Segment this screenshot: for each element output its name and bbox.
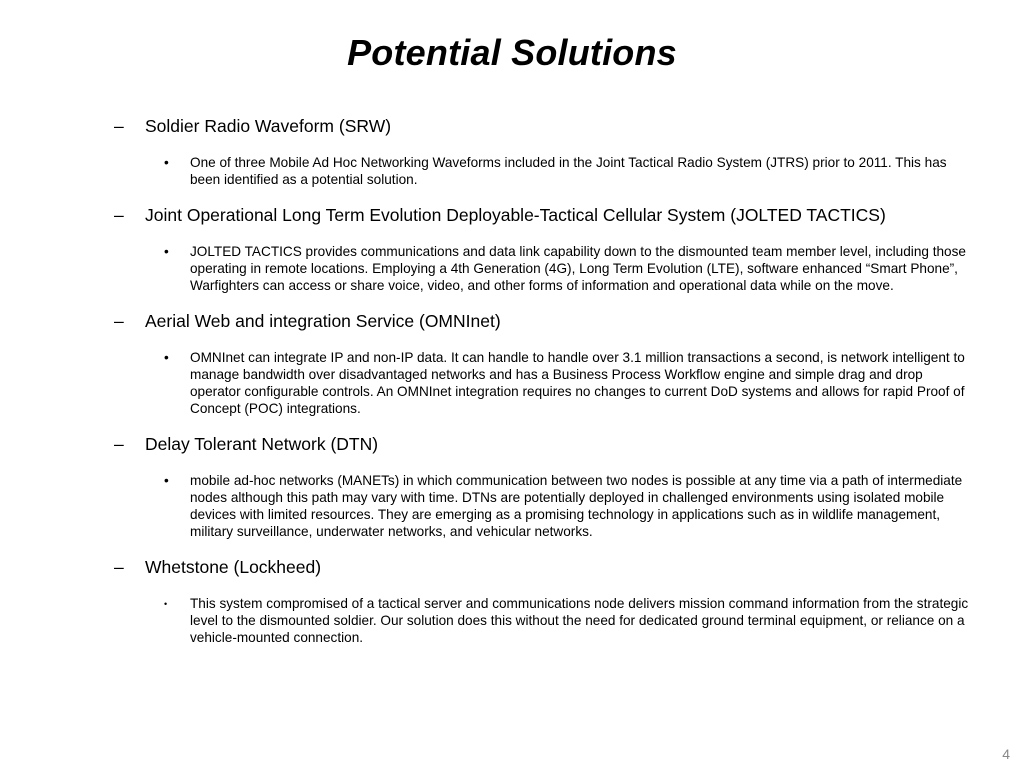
solution-bullet-text: One of three Mobile Ad Hoc Networking Waveforms included in the Joint Tactical Radio System (JTRS) prior to 2011. This has been identified as a potential solution. <box>190 155 947 187</box>
solution-item-jolted-tactics <box>0 205 1024 294</box>
dash-marker: – <box>114 205 124 225</box>
solution-item-srw <box>0 116 1024 188</box>
solution-bullet-text: OMNInet can integrate IP and non-IP data. It can handle to handle over 3.1 million transactions a second, is network intelligent to manage bandwidth over disadvantaged networks and has a Business Process Workflow engine and simple drag and drop operator configurable controls. An OMNInet integration requires no changes to current DoD systems and allows for rapid Proof of Concept (POC) integrations. <box>190 350 965 416</box>
solution-bullet-text: JOLTED TACTICS provides communications and data link capability down to the dismounted team member level, including those operating in remote locations. Employing a 4th Generation (4G), Long Term Evolution (LTE), software enhanced “Smart Phone”, Warfighters can access or share voice, video, and other forms of information and operational data while on the move. <box>190 244 966 293</box>
solution-bullet <box>164 349 970 417</box>
solution-heading <box>114 557 925 578</box>
solution-heading-text: Delay Tolerant Network (DTN) <box>145 434 379 454</box>
solution-bullet <box>164 154 970 188</box>
solution-bullet <box>164 595 970 646</box>
dash-marker: – <box>114 311 124 331</box>
solution-item-whetstone <box>0 557 1024 646</box>
dash-marker: – <box>114 434 124 454</box>
solution-bullet <box>164 243 970 294</box>
bullet-marker: • <box>164 155 169 170</box>
solution-bullet <box>164 472 970 540</box>
solution-heading-text: Whetstone (Lockheed) <box>145 557 322 577</box>
bullet-marker: • <box>164 244 169 259</box>
solution-heading <box>114 311 925 332</box>
solution-heading-text: Aerial Web and integration Service (OMNInet) <box>145 311 501 331</box>
page-number: 4 <box>1002 746 1010 762</box>
bullet-marker: • <box>164 473 169 488</box>
slide-content <box>0 116 1024 646</box>
dash-marker: – <box>114 116 124 136</box>
solution-bullet-text: mobile ad-hoc networks (MANETs) in which communication between two nodes is possible at any time via a path of intermediate nodes although this path may vary with time. DTNs are potentially deployed in challenged environments using isolated mobile devices with limited resources. They are emerging as a promising technology in applications such as in wildlife management, military surveillance, underwater networks, and vehicular networks. <box>190 473 963 539</box>
bullet-marker: • <box>164 599 168 609</box>
solution-heading <box>114 116 925 137</box>
slide-title: Potential Solutions <box>347 32 677 73</box>
solution-heading <box>114 205 925 226</box>
dash-marker: – <box>114 557 124 577</box>
solution-item-dtn <box>0 434 1024 540</box>
solution-heading-text: Soldier Radio Waveform (SRW) <box>145 116 392 136</box>
solution-item-omninet <box>0 311 1024 417</box>
bullet-marker: • <box>164 350 169 365</box>
solution-heading-text: Joint Operational Long Term Evolution Deployable-Tactical Cellular System (JOLTED TACTICS) <box>145 205 886 225</box>
solution-heading <box>114 434 925 455</box>
solution-bullet-text: This system compromised of a tactical server and communications node delivers mission command information from the strategic level to the dismounted soldier. Our solution does this without the need for dedicated ground terminal equipment, or reliance on a vehicle-mounted connection. <box>190 596 969 645</box>
